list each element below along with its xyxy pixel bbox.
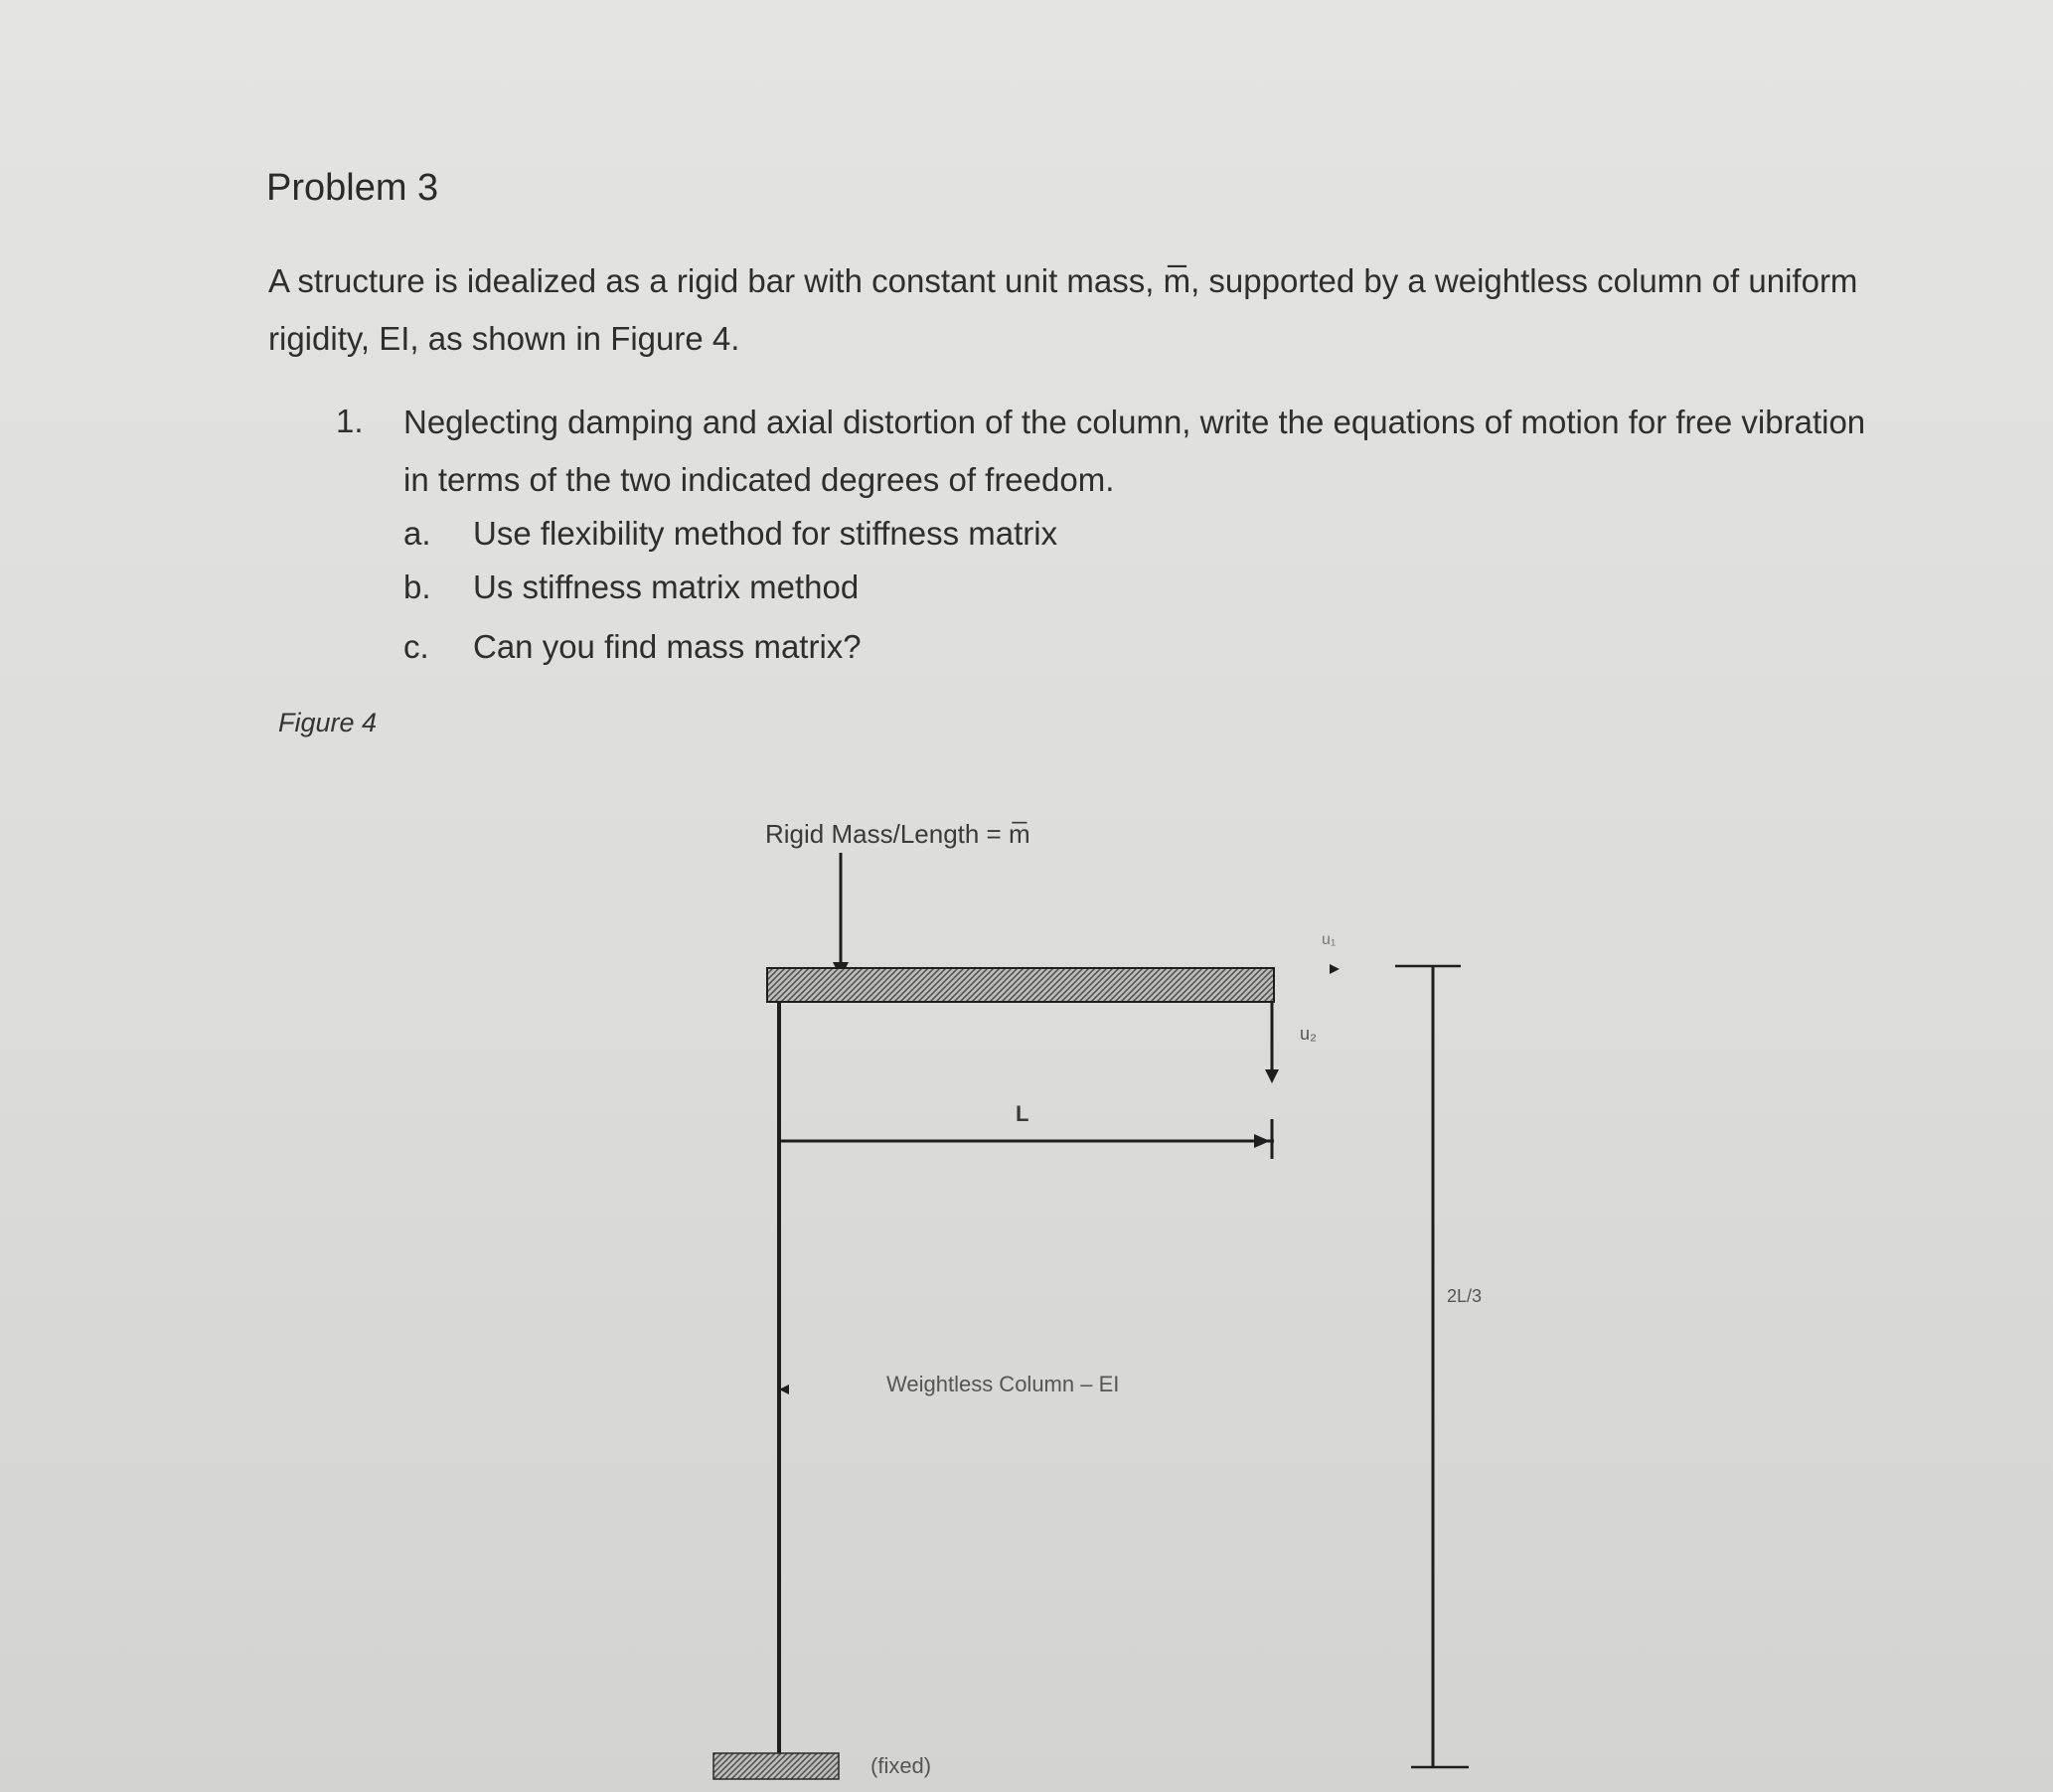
fixed-support-label: (fixed)	[870, 1753, 932, 1778]
question-text: Neglecting damping and axial distortion of the column, write the equations of motion for free vibration in terms of the two indicated degrees of freedom.	[403, 404, 1866, 498]
bar-mass-label: Rigid Mass/Length = m̅	[765, 819, 1030, 849]
u2-label: u₂	[1300, 1024, 1317, 1044]
u1-arrowhead-icon	[1330, 964, 1340, 974]
problem-statement: A structure is idealized as a rigid bar with constant unit mass, m̅, supported by a weightless column of uniform rigidity, EI, as shown in Figure 4.	[268, 262, 1858, 357]
subitem-letter: c.	[403, 628, 429, 665]
subitem-text: Can you find mass matrix?	[473, 628, 862, 665]
problem-title: Problem 3	[266, 167, 439, 209]
subitem-text: Use flexibility method for stiffness matrix	[473, 515, 1058, 552]
question-number: 1.	[336, 403, 364, 439]
length-label: L	[1016, 1101, 1029, 1126]
subitem-letter: a.	[403, 515, 431, 552]
subitem-text: Us stiffness matrix method	[473, 569, 860, 605]
height-label: 2L/3	[1447, 1286, 1483, 1306]
rigid-bar	[767, 968, 1274, 1002]
u1-label: u₁	[1322, 931, 1337, 948]
subitem-letter: b.	[403, 569, 431, 605]
fixed-support	[713, 1753, 839, 1779]
length-arrowhead-icon	[1254, 1134, 1270, 1148]
column-label: Weightless Column – EI	[886, 1372, 1120, 1396]
figure-label: Figure 4	[278, 708, 378, 737]
u2-arrowhead-icon	[1265, 1069, 1279, 1083]
